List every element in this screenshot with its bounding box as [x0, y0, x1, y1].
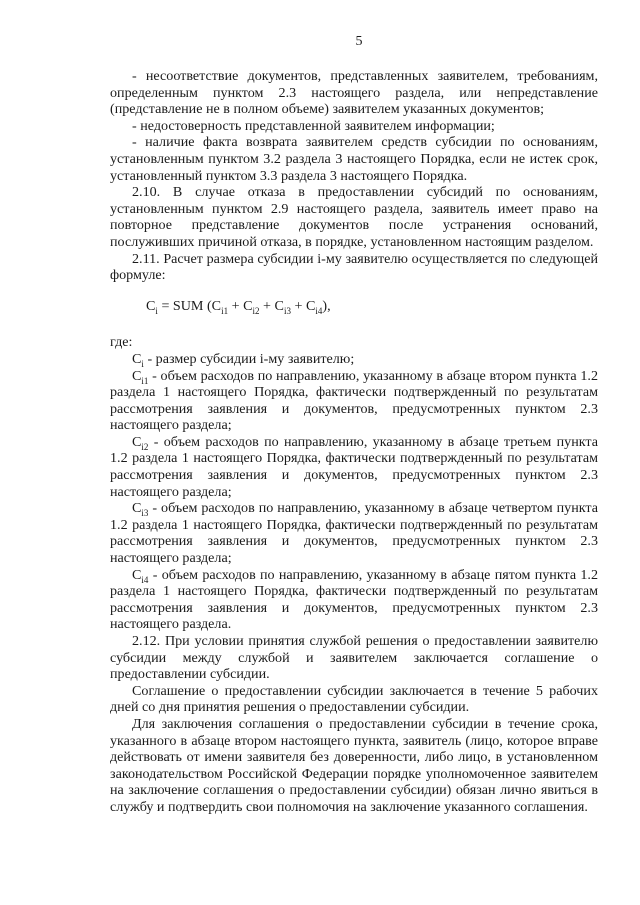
- definition-item: [110, 351, 598, 368]
- paragraph: - недостоверность представленной заявителем информации;: [132, 117, 495, 134]
- formula-part: + C: [228, 297, 253, 314]
- definition-subscript: i1: [141, 375, 149, 386]
- definition-item: [110, 368, 598, 434]
- formula-subscript: i3: [283, 305, 291, 316]
- definition-symbol: C: [132, 566, 142, 583]
- formula-part: ),: [322, 297, 331, 314]
- paragraph: Для заключения соглашения о предоставлении субсидии в течение срока, указанного в абзаце втором настоящего пункта, заявитель (лицо, которое вправе действовать от имени заявителя без доверенности, либо лицо, в установленном законодательством Российской Федерации порядке уполномоченное заявителем на заключение соглашения о предоставлении субсидии) обязан лично явиться в службу и подтвердить свои полномочия на заключение указанного соглашения.: [110, 715, 598, 815]
- formula-subscript: i1: [221, 305, 229, 316]
- definition-text: - объем расходов по направлению, указанному в абзаце пятом пункта 1.2 раздела 1 настоящего Порядка, фактически подтвержденный по результатам рассмотрения заявления и документов, предусмотренных пунктом 2.3 настоящего раздела.: [110, 566, 598, 633]
- formula-subscript: i: [155, 305, 158, 316]
- definition-text: - объем расходов по направлению, указанному в абзаце третьем пункта 1.2 раздела 1 настоящего Порядка, фактически подтвержденный по результатам рассмотрения заявления и документов, предусмотренных пунктом 2.3 настоящего раздела;: [110, 433, 598, 500]
- definition-item: [110, 500, 598, 566]
- definition-symbol: C: [132, 500, 142, 517]
- definition-symbol: C: [132, 350, 142, 367]
- page-number: 5: [355, 34, 363, 49]
- formula-part: C: [146, 297, 156, 314]
- paragraph: 2.12. При условии принятия службой решения о предоставлении заявителю субсидии между службой и заявителем заключается соглашение о предоставлении субсидии.: [110, 633, 598, 683]
- formula-part: + C: [259, 297, 284, 314]
- document-body: [110, 68, 598, 816]
- definition-text: - объем расходов по направлению, указанному в абзаце четвертом пункта 1.2 раздела 1 настоящего Порядка, фактически подтвержденный по результатам рассмотрения заявления и документов, предусмотренных пунктом 2.3 настоящего раздела;: [110, 500, 598, 567]
- definition-subscript: i2: [141, 441, 149, 452]
- paragraph: 2.10. В случае отказа в предоставлении субсидий по основаниям, установленным пунктом 2.9 настоящего раздела, заявитель имеет право на повторное представление документов после устранения оснований, послуживших причиной отказа, в порядке, установленном настоящим разделом.: [110, 184, 598, 250]
- definition-symbol: C: [132, 367, 142, 384]
- paragraph: - наличие факта возврата заявителем средств субсидии по основаниям, установленным пунктом 3.2 раздела 3 настоящего Порядка, если не истек срок, установленный пунктом 3.3 раздела 3 настоящего Порядка.: [110, 134, 598, 184]
- definition-subscript: i: [141, 358, 144, 369]
- paragraph: Соглашение о предоставлении субсидии заключается в течение 5 рабочих дней со дня принятия решения о предоставлении субсидии.: [110, 682, 598, 716]
- definition-text: - размер субсидии i-му заявителю;: [143, 350, 355, 367]
- subsidy-formula: [146, 298, 598, 315]
- definition-symbol: C: [132, 433, 142, 450]
- formula-subscript: i4: [315, 305, 323, 316]
- definition-item: [110, 434, 598, 500]
- formula-part: + C: [290, 297, 316, 314]
- formula-subscript: i2: [252, 305, 260, 316]
- definition-text: - объем расходов по направлению, указанному в абзаце втором пункта 1.2 раздела 1 настоящего Порядка, фактически подтвержденный по результатам рассмотрения заявления и документов, предусмотренных пунктом 2.3 настоящего раздела;: [110, 367, 598, 434]
- formula-part: = SUM (C: [157, 297, 222, 314]
- definition-subscript: i3: [141, 508, 149, 519]
- definition-subscript: i4: [141, 574, 149, 585]
- paragraph: 2.11. Расчет размера субсидии i-му заявителю осуществляется по следующей формуле:: [110, 250, 598, 284]
- where-label: где:: [110, 334, 133, 351]
- definition-item: [110, 567, 598, 633]
- paragraph: - несоответствие документов, представленных заявителем, требованиям, определенным пунктом 2.3 настоящего раздела, или непредставление (представление не в полном объеме) заявителем указанных документов;: [110, 68, 598, 118]
